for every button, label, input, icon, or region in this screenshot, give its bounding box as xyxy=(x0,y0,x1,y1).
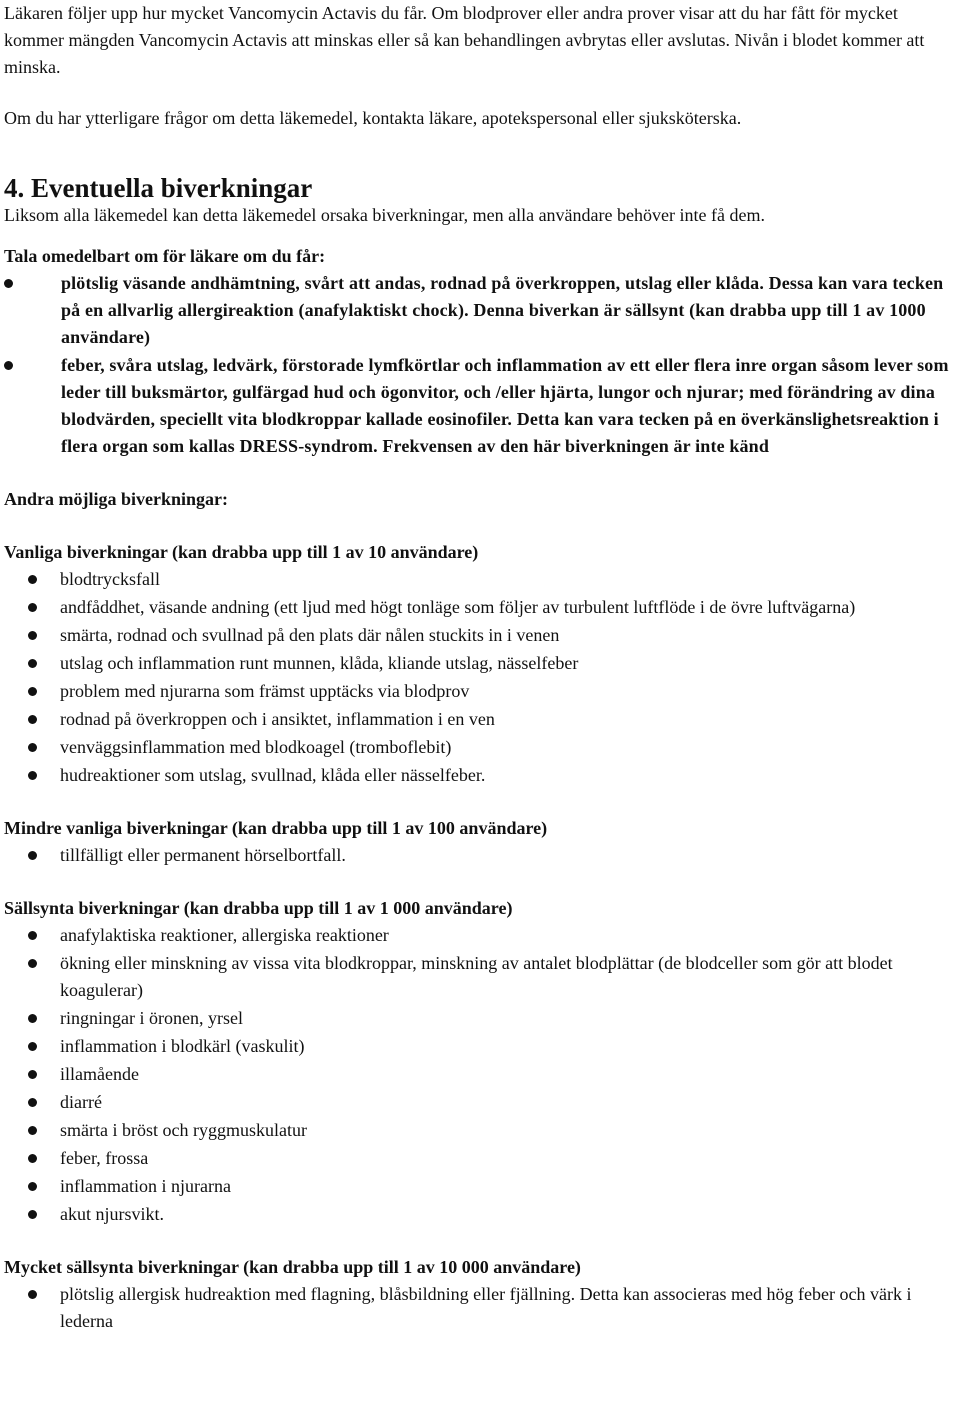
urgent-heading: Tala omedelbart om för läkare om du får: xyxy=(4,246,326,266)
list-item: rodnad på överkroppen och i ansiktet, inflammation i en ven xyxy=(4,706,956,733)
list-item: smärta, rodnad och svullnad på den plats där nålen stuckits in i venen xyxy=(4,622,956,649)
bullet-icon xyxy=(28,1154,37,1163)
list-item: inflammation i blodkärl (vaskulit) xyxy=(4,1033,956,1060)
list-item: ökning eller minskning av vissa vita blodkroppar, minskning av antalet blodplättar (de blodceller som gör att blodet koagulerar) xyxy=(4,950,956,1004)
bullet-icon xyxy=(28,687,37,696)
list-item: feber, svåra utslag, ledvärk, förstorade lymfkörtlar och inflammation av ett eller flera inre organ såsom lever som leder till buksmärtor, gulfärgad hud och ögonvitor, och /eller hjärta, lungor och njurar; med förändring av dina blodvärden, speciellt vita blodkroppar kallade eosinofiler. Detta kan vara tecken på en överkänslighetsreaktion i flera organ som kallas DRESS-syndrom. Frekvensen av den här biverkningen är inte känd xyxy=(4,352,956,460)
bullet-icon xyxy=(28,631,37,640)
list-item: diarré xyxy=(4,1089,956,1116)
bullet-icon xyxy=(28,771,37,780)
common-list xyxy=(4,566,956,789)
bullet-icon xyxy=(4,279,13,288)
bullet-icon xyxy=(28,1182,37,1191)
bullet-icon xyxy=(28,1126,37,1135)
list-item: ringningar i öronen, yrsel xyxy=(4,1005,956,1032)
bullet-icon xyxy=(28,851,37,860)
bullet-icon xyxy=(28,931,37,940)
list-item: plötslig väsande andhämtning, svårt att andas, rodnad på överkroppen, utslag eller klåda. Dessa kan vara tecken på en allvarlig allergireaktion (anafylaktiskt chock). Denna biverkan är sällsynt (kan drabba upp till 1 av 1000 användare) xyxy=(4,270,956,351)
bullet-icon xyxy=(28,743,37,752)
list-item: feber, frossa xyxy=(4,1145,956,1172)
bullet-icon xyxy=(28,1042,37,1051)
bullet-icon xyxy=(4,361,13,370)
list-item: akut njursvikt. xyxy=(4,1201,956,1228)
uncommon-heading: Mindre vanliga biverkningar (kan drabba upp till 1 av 100 användare) xyxy=(4,818,548,838)
list-item: utslag och inflammation runt munnen, klåda, kliande utslag, nässelfeber xyxy=(4,650,956,677)
bullet-icon xyxy=(28,575,37,584)
section-lead: Liksom alla läkemedel kan detta läkemedel orsaka biverkningar, men alla användare behöver inte få dem. xyxy=(4,205,765,225)
other-heading: Andra möjliga biverkningar: xyxy=(4,489,229,509)
list-item: blodtrycksfall xyxy=(4,566,956,593)
list-item: illamående xyxy=(4,1061,956,1088)
list-item: venväggsinflammation med blodkoagel (tromboflebit) xyxy=(4,734,956,761)
uncommon-list xyxy=(4,842,956,869)
common-heading: Vanliga biverkningar (kan drabba upp till 1 av 10 användare) xyxy=(4,542,479,562)
list-item: tillfälligt eller permanent hörselbortfall. xyxy=(4,842,956,869)
bullet-icon xyxy=(28,603,37,612)
bullet-icon xyxy=(28,1070,37,1079)
section-heading: 4. Eventuella biverkningar xyxy=(4,173,313,203)
very-rare-heading: Mycket sällsynta biverkningar (kan drabba upp till 1 av 10 000 användare) xyxy=(4,1257,581,1277)
bullet-icon xyxy=(28,1014,37,1023)
bullet-icon xyxy=(28,715,37,724)
list-item: plötslig allergisk hudreaktion med flagning, blåsbildning eller fjällning. Detta kan associeras med hög feber och värk i lederna xyxy=(4,1281,956,1335)
urgent-list xyxy=(4,270,956,460)
very-rare-list xyxy=(4,1281,956,1335)
questions-paragraph: Om du har ytterligare frågor om detta läkemedel, kontakta läkare, apotekspersonal eller sjuksköterska. xyxy=(4,108,742,128)
bullet-icon xyxy=(28,1210,37,1219)
bullet-icon xyxy=(28,959,37,968)
list-item: hudreaktioner som utslag, svullnad, klåda eller nässelfeber. xyxy=(4,762,956,789)
bullet-icon xyxy=(28,659,37,668)
list-item: anafylaktiska reaktioner, allergiska reaktioner xyxy=(4,922,956,949)
list-item: inflammation i njurarna xyxy=(4,1173,956,1200)
rare-list xyxy=(4,922,956,1228)
list-item: problem med njurarna som främst upptäcks via blodprov xyxy=(4,678,956,705)
list-item: andfåddhet, väsande andning (ett ljud med högt tonläge som följer av turbulent luftflöde i de övre luftvägarna) xyxy=(4,594,956,621)
intro-paragraph: Läkaren följer upp hur mycket Vancomycin Actavis du får. Om blodprover eller andra prover visar att du har fått för mycket kommer mängden Vancomycin Actavis att minskas eller så kan behandlingen avbrytas eller avslutas. Nivån i blodet kommer att minska. xyxy=(4,3,925,77)
bullet-icon xyxy=(28,1098,37,1107)
rare-heading: Sällsynta biverkningar (kan drabba upp till 1 av 1 000 användare) xyxy=(4,898,513,918)
list-item: smärta i bröst och ryggmuskulatur xyxy=(4,1117,956,1144)
bullet-icon xyxy=(28,1290,37,1299)
document-page xyxy=(4,0,956,1336)
